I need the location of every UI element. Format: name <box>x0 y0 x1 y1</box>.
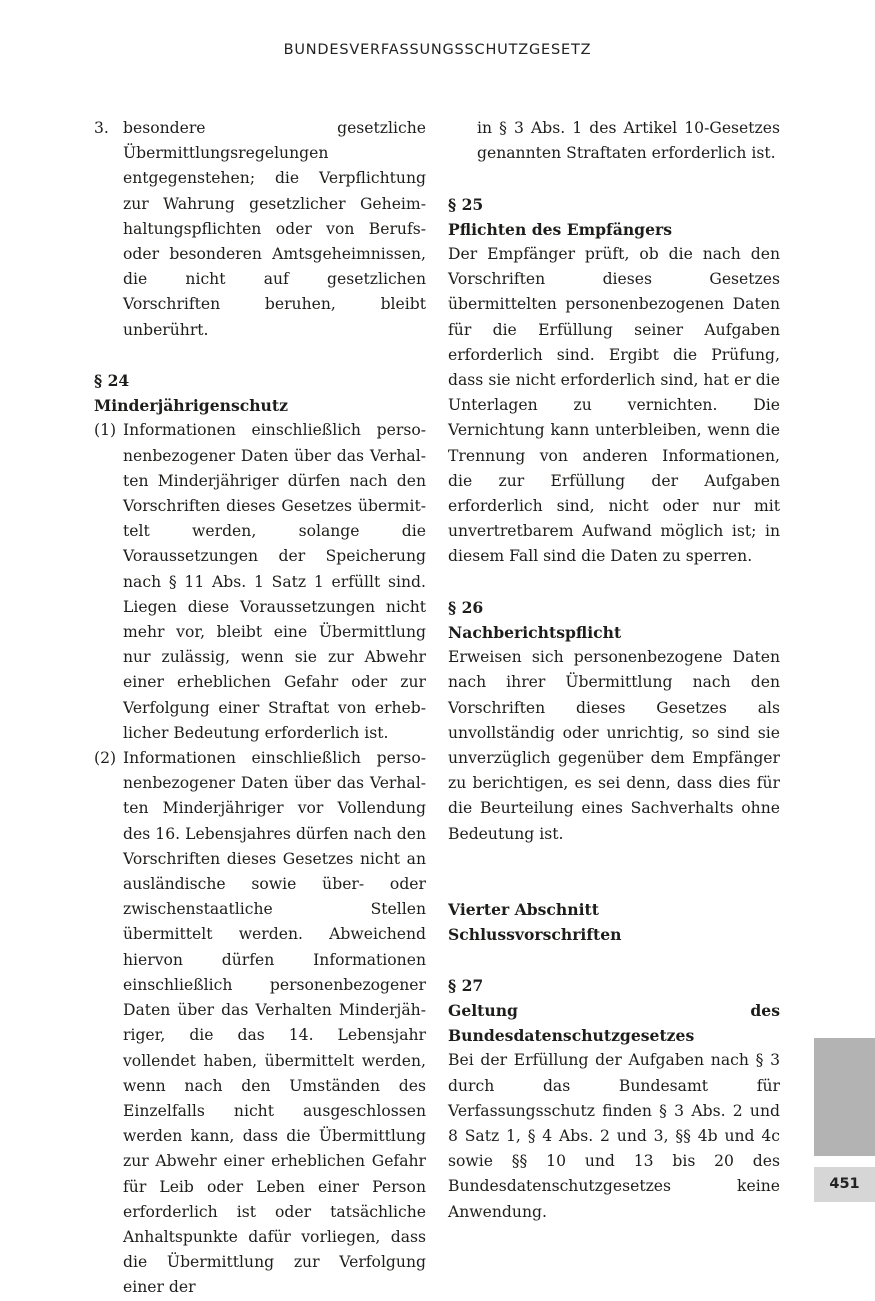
subsection-number: (2) <box>94 749 117 768</box>
section-heading-27: Geltung des Bundesdatenschutzgesetzes <box>448 1001 780 1046</box>
subsection-1 <box>94 418 426 746</box>
section-number-24: § 24 <box>94 371 130 391</box>
subsection-number: (1) <box>94 421 117 440</box>
section-number-26: § 26 <box>448 597 484 617</box>
section-heading-25: Pflichten des Empfängers <box>448 219 673 239</box>
continuation-text: in § 3 Abs. 1 des Artikel 10-Gesetzes genannten Straftaten erforderlich ist. <box>477 119 780 163</box>
list-item-text: besondere gesetzliche Übermittlungsregelungen entgegenstehen; die Verpflichtung zur Wahrung gesetzlicher Geheimhaltungspflichten oder von Berufs- oder besonderen Amtsgeheimnissen, die nicht auf gesetzlichen Vorschriften beruhen, bleibt unberührt. <box>123 119 426 339</box>
section-body-25: Der Empfänger prüft, ob die nach den Vorschriften dieses Gesetzes übermittelten personenbezogenen Daten für die Erfüllung seiner Aufgaben erforderlich sind. Ergibt die Prüfung, dass sie nicht erforderlich sind, hat er die Unterlagen zu vernichten. Die Vernichtung kann unterbleiben, wenn die Trennung von anderen Informationen, die zur Erfüllung der Aufgaben erforderlich sind, nicht oder nur mit unvertretbarem Aufwand möglich ist; in diesem Fall sind die Daten zu sperren. <box>448 245 780 566</box>
subsection-text: Informationen einschließlich personenbezogener Daten über das Verhalten Minderjähriger dürfen nach den Vorschriften dieses Gesetzes übermittelt werden, solange die Voraussetzungen der Speicherung nach § 11 Abs. 1 Satz 1 erfüllt sind. Liegen diese Voraussetzungen nicht mehr vor, bleibt eine Übermittlung nur zulässig, wenn sie zur Abwehr einer erheblichen Gefahr oder zur Verfolgung einer Straftat von erheblicher Bedeutung erforderlich ist. <box>123 421 426 742</box>
list-item-3 <box>94 116 426 343</box>
subsection-2 <box>94 746 426 1300</box>
chapter-subtitle: Schlussvorschriften <box>448 925 622 945</box>
thumb-index-tab <box>814 1038 875 1156</box>
subsection-text: Informationen einschließlich personenbezogener Daten über das Verhalten Minderjähriger vor Vollendung des 16. Lebensjahres dürfen nach den Vorschriften dieses Gesetzes nicht an ausländische sowie über- oder zwischenstaatliche Stellen übermittelt werden. Abweichend hiervon dürfen Informationen einschließlich personenbezogener Daten über das Verhalten Minderjähriger, die das 14. Lebensjahr vollendet haben, übermittelt werden, wenn nach den Umständen des Einzelfalls nicht ausgeschlossen werden kann, dass die Übermittlung zur Abwehr einer erheblichen Gefahr für Leib oder Leben einer Person erforderlich ist oder tatsächliche Anhaltspunkte dafür vorliegen, dass die Übermittlung zur Verfolgung einer der <box>123 749 426 1297</box>
section-number-25: § 25 <box>448 194 484 214</box>
section-heading-24: Minderjährigenschutz <box>94 396 288 416</box>
section-heading-26: Nachberichtspflicht <box>448 623 622 643</box>
chapter-title: Vierter Abschnitt <box>448 900 599 920</box>
right-column <box>448 116 780 1225</box>
section-body-26: Erweisen sich personenbezogene Daten nach ihrer Übermittlung nach den Vorschriften dieses Gesetzes als unvollständig oder unrichtig, so sind sie unverzüglich gegenüber dem Empfänger zu berichtigen, es sei denn, dass dies für die Beurteilung eines Sachverhalts ohne Bedeutung ist. <box>448 648 780 843</box>
section-body-27: Bei der Erfüllung der Aufgaben nach § 3 durch das Bundesamt für Verfassungsschutz finden § 3 Abs. 2 und 8 Satz 1, § 4 Abs. 2 und 3, §§ 4b und 4c sowie §§ 10 und 13 bis 20 des Bundesdatenschutzgesetzes keine Anwendung. <box>448 1051 780 1221</box>
section-number-27: § 27 <box>448 975 484 995</box>
list-item-number: 3. <box>94 119 109 137</box>
left-column <box>94 116 426 1301</box>
page-number: 451 <box>814 1167 875 1202</box>
running-head-title: BUNDESVERFASSUNGSSCHUTZGESETZ <box>283 42 592 58</box>
